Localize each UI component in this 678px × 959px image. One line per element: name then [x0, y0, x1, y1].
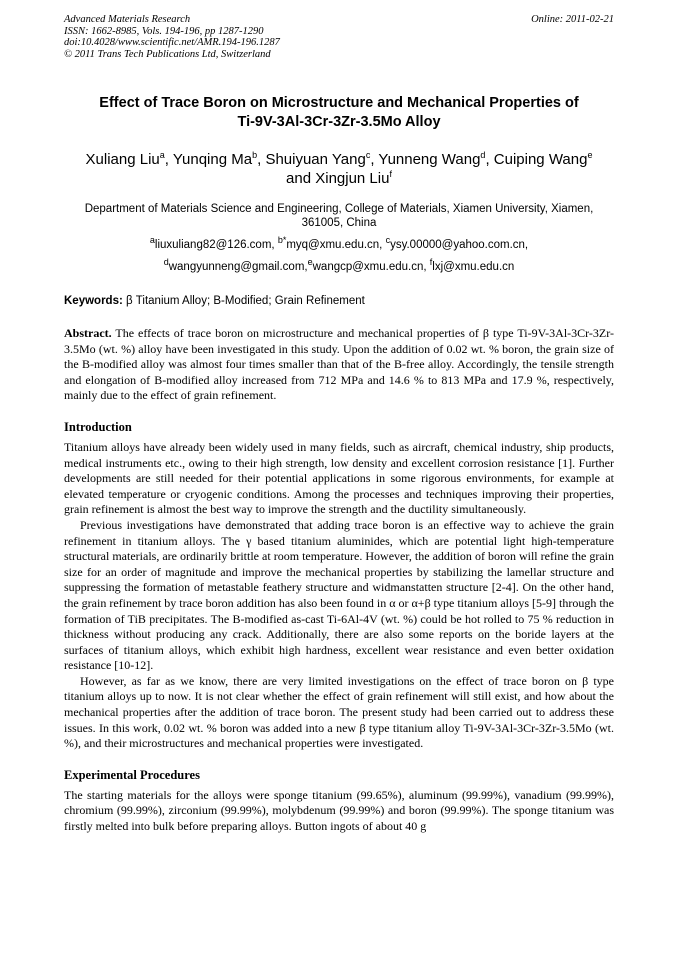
keywords: [64, 294, 614, 308]
author: Yunqing Ma$^b$,: [172, 150, 266, 168]
author: Xuliang Liu$^a$,: [85, 150, 173, 168]
section-heading-experimental: Experimental Procedures: [64, 767, 200, 782]
affiliation-line-1: Department of Materials Science and Engineering, College of Materials, Xiamen University, Xiamen,: [84, 203, 594, 215]
author: Yunneng Wang$^d$,: [378, 150, 494, 168]
paragraph: The starting materials for the alloys were sponge titanium (99.65%), aluminum (99.99%), vanadium (99.99%), chromium (99.99%), zirconium (99.99%), molybdenum (99.99%) and boron (99.99%). The sponge titanium was firstly melted into bulk before preparing alloys. Button ingots of about 40 g: [64, 787, 614, 834]
author-list: [64, 150, 614, 188]
affiliation: [64, 202, 614, 230]
affiliation-line-2: 361005, China: [301, 217, 377, 229]
author: Shuiyuan Yang$^c$,: [265, 150, 379, 168]
email-entry[interactable]: $^f$lxj@xmu.edu.cn: [429, 257, 515, 273]
author-emails: [64, 235, 614, 274]
email-line-1: [64, 235, 614, 252]
paper-title: [64, 94, 614, 132]
online-date: Online: 2011-02-21: [531, 14, 614, 25]
keywords-label: Keywords:: [64, 295, 123, 307]
copyright-line: © 2011 Trans Tech Publications Ltd, Switzerland: [64, 48, 271, 60]
email-entry[interactable]: $^{b*}$myq@xmu.edu.cn,: [277, 235, 386, 251]
abstract-text: The effects of trace boron on microstructure and mechanical properties of β type Ti-9V-3Al-3Cr-3Zr-3.5Mo (wt. %) alloy have been investigated in this study. Upon the addition of 0.02 wt. % boron, the grain size of the B-modified alloy was almost four times smaller than that of the B-free alloy. Accordingly, the tensile strength and elongation of B-modified alloy increased from 712 MPa and 14.6 % to 813 MPa and 17.9 %, respectively, mainly due to the effect of grain refinement.: [64, 326, 614, 403]
abstract: [64, 326, 614, 404]
title-line-1: Effect of Trace Boron on Microstructure and Mechanical Properties of: [99, 95, 579, 111]
email-entry[interactable]: $^a$liuxuliang82@126.com,: [149, 235, 278, 251]
section-heading-introduction: Introduction: [64, 419, 132, 434]
title-line-2: Ti-9V-3Al-3Cr-3Zr-3.5Mo Alloy: [237, 114, 441, 130]
issn-line: ISSN: 1662-8985, Vols. 194-196, pp 1287-1290: [64, 25, 264, 37]
email-entry[interactable]: $^c$ysy.00000@yahoo.com.cn,: [385, 235, 529, 251]
author: and Xingjun Liu$^f$: [286, 169, 392, 187]
introduction-body: [64, 440, 614, 752]
abstract-label: Abstract.: [64, 326, 112, 340]
email-entry[interactable]: $^e$wangcp@xmu.edu.cn,: [307, 257, 430, 273]
paragraph: Titanium alloys have already been widely used in many fields, such as aircraft, chemical industry, ship products, medical instruments etc., owing to their high strength, low density and excellent corrosion resistance [1]. Further developments are still needed for their potential applications in some rigorous environments, for example at elevated temperature or cryogenic conditions. Among the processes and techniques improving their properties, grain refinement is almost the best way to improve the strength and the ductility simultaneously.: [64, 439, 614, 517]
keywords-text: β Titanium Alloy; B-Modified; Grain Refinement: [122, 295, 365, 307]
paragraph: Previous investigations have demonstrated that adding trace boron is an effective way to achieve the grain refinement in titanium alloys. The γ based titanium aluminides, which are potential light high-temperature structural materials, are ordinarily brittle at room temperature. However, the addition of boron will refine the grain size for an order of magnitude and improve the mechanical properties by stabilizing the lamellar structure and suppressing the formation of metastable feathery structure and widmanstatten structure [2-4]. On the other hand, the grain refinement by trace boron addition has also been found in α or α+β type titanium alloys [5-9] through the formation of TiB precipitates. The B-modified as-cast Ti-6Al-4V (wt. %) could be hot rolled to 75 % reduction in thickness without producing any crack. Additionally, there are also some reports on the boride layers at the surfaces of titanium alloys, which exhibit high hardness, excellent wear resistance and even better oxidation resistance [10-12].: [64, 517, 614, 673]
paragraph: However, as far as we know, there are very limited investigations on the effect of trace boron on β type titanium alloys up to now. It is not clear whether the effect of grain refinement will still exist, and how about the mechanical properties after the addition of trace boron. The present study had been carried out to address these issues. In this work, 0.02 wt. % boron was added into a new β type titanium alloy Ti-9V-3Al-3Cr-3Zr-3.5Mo (wt. %), and their microstructures and mechanical properties were investigated.: [64, 673, 614, 751]
journal-header: [64, 14, 614, 64]
doi-line: doi:10.4028/www.scientific.net/AMR.194-196.1287: [64, 37, 280, 48]
email-line-2: [64, 257, 614, 274]
email-entry[interactable]: $^d$wangyunneng@gmail.com,: [163, 257, 308, 273]
journal-name: Advanced Materials Research: [64, 14, 191, 25]
experimental-body: [64, 788, 614, 835]
author: Cuiping Wang$^e$: [493, 150, 593, 168]
